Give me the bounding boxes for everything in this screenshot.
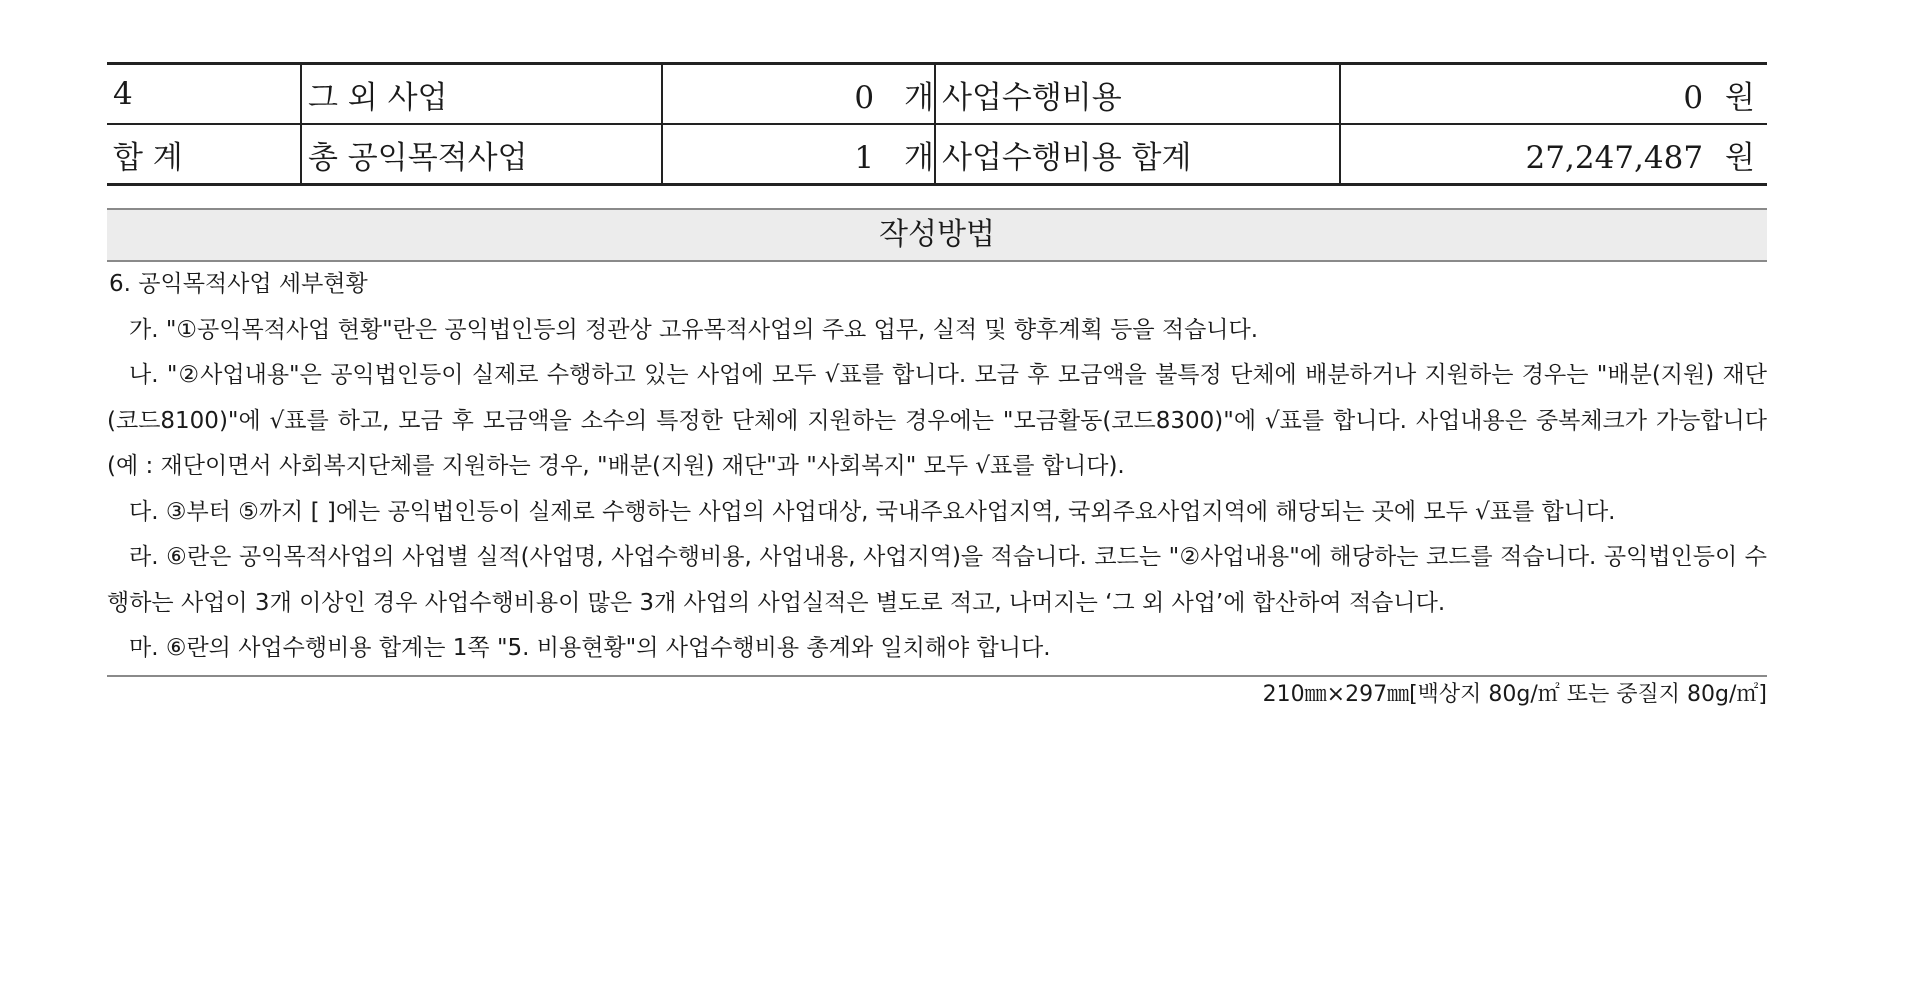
instruction-item-ga: 가. "①공익목적사업 현황"란은 공익법인등의 정관상 고유목적사업의 주요 업무, 실적 및 향후계획 등을 적습니다. (129, 316, 1259, 343)
table-row-other-business (107, 64, 1767, 125)
cost-unit: 원 (1725, 79, 1755, 116)
cost-value-cell (1340, 64, 1767, 125)
cost-value: 27,247,487 (1525, 139, 1704, 176)
business-name: 그 외 사업 (301, 64, 662, 125)
row-number: 4 (107, 64, 301, 125)
cost-value-cell (1340, 124, 1767, 185)
row-number: 합 계 (107, 124, 301, 185)
instructions-heading: 6. 공익목적사업 세부현황 (109, 271, 368, 297)
count-unit: 개 (904, 139, 934, 176)
document-page (107, 62, 1767, 713)
table-row-total (107, 124, 1767, 185)
cost-label: 사업수행비용 합계 (935, 124, 1340, 185)
instruction-item-na: 나. "②사업내용"은 공익법인등이 실제로 수행하고 있는 사업에 모두 √표를 합니다. 모금 후 모금액을 불특정 단체에 배분하거나 지원하는 경우는 "배분(지원) 재단(코드8100)"에 √표를 하고, 모금 후 모금액을 소수의 특정한 단체에 지원하는 경우에는 "모금활동(코드8300)"에 √표를 합니다. 사업내용은 중복체크가 가능합니다(예 : 재단이면서 사회복지단체를 지원하는 경우, "배분(지원) 재단"과 "사회복지" 모두 √표를 합니다). (107, 362, 1767, 479)
business-name: 총 공익목적사업 (301, 124, 662, 185)
count-unit: 개 (904, 79, 934, 116)
cost-unit: 원 (1725, 139, 1755, 176)
business-count-cell (662, 64, 935, 125)
business-count-cell (662, 124, 935, 185)
instructions-title: 작성방법 (107, 208, 1767, 262)
instruction-item-ma: 마. ⑥란의 사업수행비용 합계는 1쪽 "5. 비용현황"의 사업수행비용 총계와 일치해야 합니다. (129, 635, 1051, 661)
cost-value: 0 (1683, 79, 1704, 116)
instruction-item-da: 다. ③부터 ⑤까지 [ ]에는 공익법인등이 실제로 수행하는 사업의 사업대상, 국내주요사업지역, 국외주요사업지역에 해당되는 곳에 모두 √표를 합니다. (129, 498, 1616, 525)
business-count: 1 (854, 139, 875, 176)
instructions-body (107, 262, 1767, 677)
business-count: 0 (854, 79, 875, 116)
business-summary-table (107, 62, 1767, 186)
cost-label: 사업수행비용 (935, 64, 1340, 125)
paper-spec-footer: 210㎜×297㎜[백상지 80g/㎡ 또는 중질지 80g/㎡] (1262, 681, 1767, 707)
instruction-item-ra: 라. ⑥란은 공익목적사업의 사업별 실적(사업명, 사업수행비용, 사업내용, 사업지역)을 적습니다. 코드는 "②사업내용"에 해당하는 코드를 적습니다. 공익법인등이 수행하는 사업이 3개 이상인 경우 사업수행비용이 많은 3개 사업의 사업실적은 별도로 적고, 나머지는 ‘그 외 사업’에 합산하여 적습니다. (107, 544, 1767, 616)
